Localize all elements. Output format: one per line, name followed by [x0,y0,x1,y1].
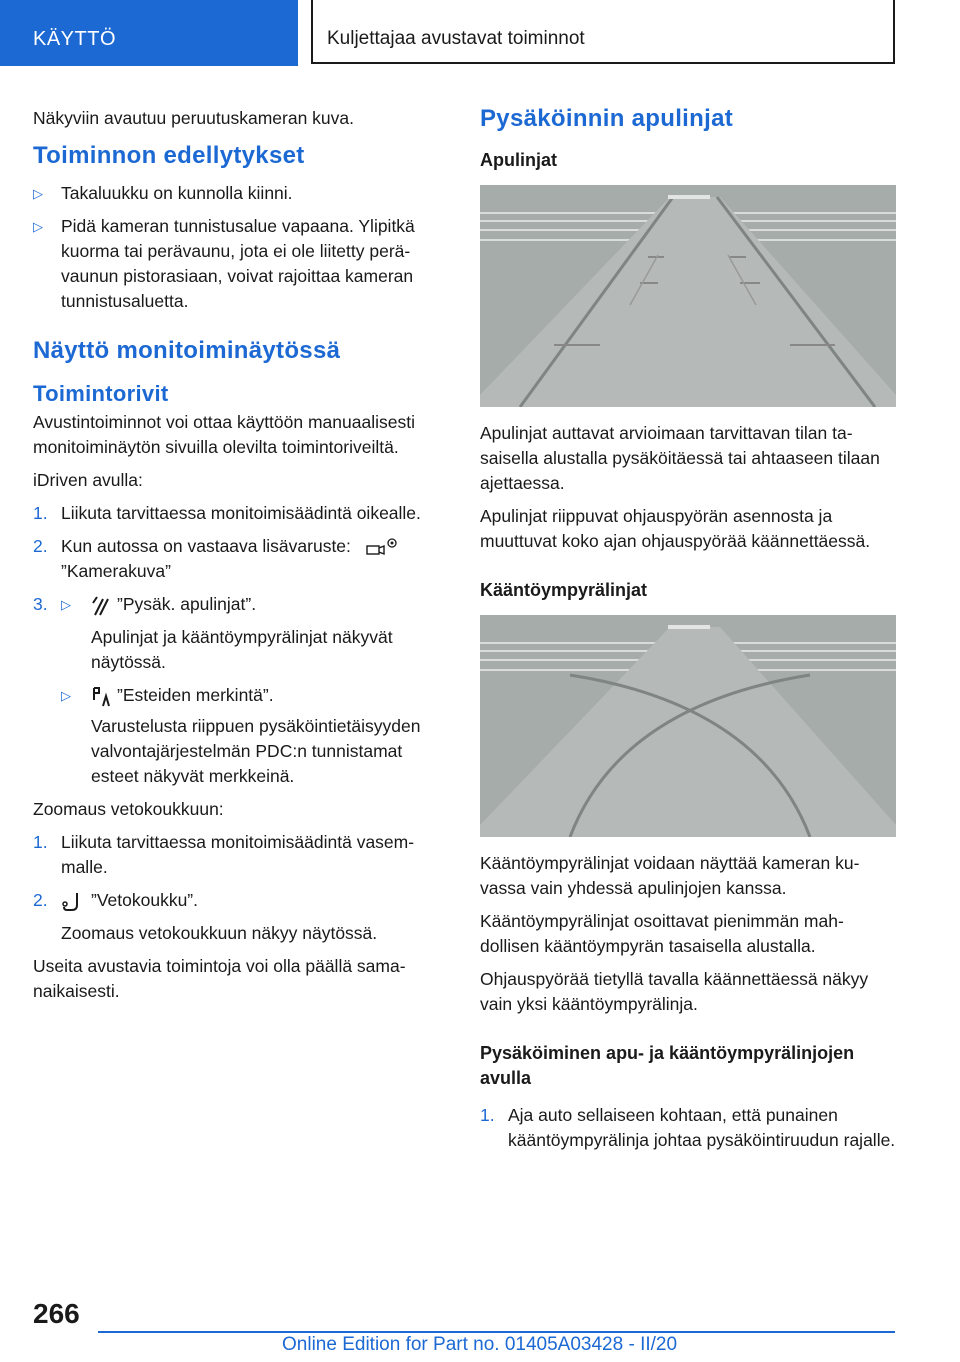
parking-step-item: 1. Aja auto sellaiseen kohtaan, että punainen kääntöympyrälinja johtaa pysäköintiruudun rajalle. [480,1105,896,1150]
header-section-label: KÄYTTÖ [33,28,117,50]
condition-item: ▷ Pidä kameran tunnistusalue vapaana. Ylipitkä kuorma tai perävaunu, jota ei ole liitetty perävaunun pistorasiaan, voivat rajoittaa kameran tunnistusaluetta. [33,214,445,314]
footer-divider [98,1331,895,1333]
zoom-label: Zoomaus vetokoukkuun: [33,799,224,820]
step-desc: Varustelusta riippuen pysäköintietäisyyden valvontajärjestelmän PDC:n tunnistamat esteet näkyvät merkkeinä. [91,716,421,787]
step-item: 3. ▷ ”Pysäk. apulinjat”. [33,592,445,617]
page-number: 266 [33,1298,80,1329]
tow-hook-icon [61,891,85,913]
camera-view-icon [364,535,402,559]
conditions-heading: Toiminnon edellytykset [33,142,305,169]
zoom-step-item: 2. ”Vetokoukku”. [33,888,445,913]
step-item: 1. Liikuta tarvittaessa monitoimisäädintä oikealle. [33,503,421,523]
outro-text: Useita avustavia toimintoja voi olla päällä samanaikaisesti. [33,956,406,1002]
triangle-bullet-icon: ▷ [61,597,71,613]
turning-circle-p2: Kääntöympyrälinjat osoittavat pienimmän mahdollisen kääntöympyrän tasaisella alustalla. [480,911,844,956]
turning-circle-image [480,615,896,837]
sub-heading-turning-circle: Kääntöympyrälinjat [480,580,648,600]
step-subitem: ▷ ”Esteiden merkintä”. [61,683,445,708]
step-item: 2. Kun autossa on vastaava lisävaruste: ”Kamerakuva” [33,534,445,584]
display-heading: Näyttö monitoiminäytössä [33,337,341,364]
step-desc: Apulinjat ja kääntöympyrälinjat näkyvät näytössä. [91,627,393,673]
guide-lines-heading: Pysäköinnin apulinjat [480,105,734,132]
triangle-bullet-icon: ▷ [33,186,43,201]
triangle-bullet-icon: ▷ [61,688,71,704]
rows-text: Avustintoiminnot voi ottaa käyttöön manuaalisesti monitoiminäytön sivuilla olevilta toimintoriveiltä. [33,412,415,457]
condition-item: ▷ Takaluukku on kunnolla kiinni. [33,181,445,206]
intro-text: Näkyviin avautuu peruutuskameran kuva. [33,108,355,128]
zoom-step-item: 1. Liikuta tarvittaessa monitoimisäädintä vasemmalle. [33,832,415,878]
footer-edition: Online Edition for Part no. 01405A03428 - II/20 [282,1334,678,1355]
guide-lines-p2: Apulinjat riippuvat ohjauspyörän asennosta ja muuttuvat koko ajan ohjauspyörää käännettäessä. [480,506,871,551]
guide-lines-p1: Apulinjat auttavat arvioimaan tarvittavan tilan tasaisella alustalla pysäköitäessä tai ahtaaseen tilaan ajettaessa. [480,423,880,493]
header-section-tab [0,0,298,66]
turning-circle-p1: Kääntöympyrälinjat voidaan näyttää kameran kuvassa vain yhdessä apulinjojen kanssa. [480,853,860,898]
turning-circle-p3: Ohjauspyörää tietyllä tavalla käännettäessä näkyy vain yksi kääntöympyrälinja. [480,969,869,1014]
idrive-label: iDriven avulla: [33,470,143,490]
header-chapter-label: Kuljettajaa avustavat toiminnot [327,28,585,49]
right-column [480,104,896,1161]
guide-lines-image [480,185,896,407]
rows-heading: Toimintorivit [33,381,169,406]
sub-heading-guide-lines: Apulinjat [480,150,557,170]
parking-lines-icon [91,595,111,617]
header-chapter-box [311,0,895,64]
zoom-desc: Zoomaus vetokoukkuun näkyy näytössä. [61,923,378,944]
triangle-bullet-icon: ▷ [33,219,43,234]
sub-heading-parking-procedure: Pysäköiminen apu- ja kääntöympyrälinjojen avulla [480,1043,855,1088]
obstacle-marking-icon [91,686,111,708]
left-column [33,106,445,1012]
